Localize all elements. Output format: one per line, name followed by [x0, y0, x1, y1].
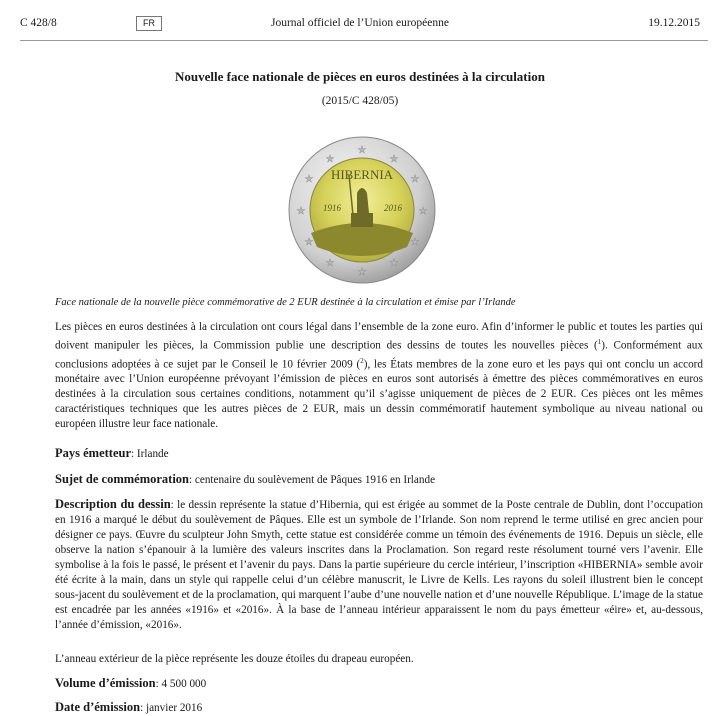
star-icon: ★ — [389, 258, 399, 269]
star-icon: ★ — [325, 258, 335, 269]
star-icon: ★ — [410, 237, 420, 248]
intro-text-2: ). Conformément aux conclusions adoptées à ce sujet par le Conseil le 10 février 2009 ( — [55, 339, 703, 371]
publication-date: 19.12.2015 — [648, 17, 700, 29]
star-icon: ★ — [325, 154, 335, 165]
coin-image — [287, 135, 437, 285]
star-icon: ★ — [296, 206, 306, 217]
field-value: : Irlande — [131, 448, 169, 460]
field-label: Volume d’émission — [55, 676, 156, 690]
coin-caption: Face nationale de la nouvelle pièce commémorative de 2 EUR destinée à la circulation et émise par l’Irlande — [55, 297, 516, 308]
star-icon: ★ — [357, 267, 367, 278]
intro-paragraph — [55, 320, 703, 432]
star-icon: ★ — [389, 154, 399, 165]
field-issue-volume — [55, 676, 703, 692]
star-icon: ★ — [418, 206, 428, 217]
field-value: : janvier 2016 — [140, 702, 203, 714]
field-value: : centenaire du soulèvement de Pâques 1916 en Irlande — [189, 474, 436, 486]
header-divider — [20, 40, 708, 41]
document-title: Nouvelle face nationale de pièces en euros destinées à la circulation — [175, 69, 545, 84]
star-icon: ★ — [304, 237, 314, 248]
field-label: Sujet de commémoration — [55, 472, 189, 486]
document-reference: (2015/C 428/05) — [321, 95, 399, 107]
field-design-description — [55, 497, 703, 633]
star-icon: ★ — [410, 174, 420, 185]
page-reference: C 428/8 — [20, 17, 57, 29]
language-badge: FR — [136, 16, 162, 31]
field-issue-date — [55, 700, 703, 716]
coin-year-left: 1916 — [323, 203, 341, 213]
coin-inscription: HIBERNIA — [330, 167, 394, 182]
field-issuing-country — [55, 446, 703, 462]
footnote-ref-2[interactable]: 2 — [360, 356, 364, 365]
field-subject — [55, 472, 703, 488]
footnote-ref-1[interactable]: 1 — [597, 338, 602, 346]
coin-pedestal — [351, 213, 373, 227]
page-header — [20, 16, 700, 34]
field-value: : le dessin représente la statue d’Hibernia, qui est érigée au sommet de la Poste centrale de Dublin, dont l’occupation en 1916 a marqué le début du soulèvement de Pâques. Elle est un symbole de l’Irlande. Son nom reprend le terme utilisé en grec ancien pour désigner ce pays. Œuvre du sculpteur John Smyth, cette statue est considérée comme un témoin des événements de 1916. Depuis un siècle, elle observe la nation s’épanouir à la lumière des valeurs inscrites dans la Proclamation. Son regard reste résolument tourné vers l’avenir. Elle symbolise à la fois le passé, le présent et l’avenir du pays. Dans la partie supérieure du cercle intérieur, l’inscription «HIBERNIA» semble avoir été écrite à la main, dans un style qui rappelle celui d’un célèbre manuscrit, le Livre de Kells. Les rayons du soleil illustrent bien le concept sous-jacent du soulèvement et de la proclamation, qui marquent l’aube d’une nouvelle nation et d’une nouvelle République. L’image de la statue est encadrée par les années «1916» et «2016». À la base de l’anneau intérieur apparaissent le nom du pays émetteur «éire» et, au-dessous, l’année d’émission, «2016». — [55, 499, 703, 631]
field-label: Description du dessin — [55, 497, 171, 511]
journal-title: Journal officiel de l’Union européenne — [271, 17, 449, 29]
coin-year-right: 2016 — [384, 203, 402, 213]
intro-text-1: Les pièces en euros destinées à la circulation ont cours légal dans l’ensemble de la zone euro. Afin d’informer le public et toutes les parties qui doivent manipuler les pièces, la Commission publie une description des dessins de toutes les nouvelles pièces ( — [55, 321, 703, 352]
outer-ring-description: L’anneau extérieur de la pièce représente les douze étoiles du drapeau européen. — [55, 653, 414, 665]
star-icon: ★ — [357, 145, 367, 156]
field-value: : 4 500 000 — [155, 678, 207, 690]
field-label: Date d’émission — [55, 700, 141, 714]
star-icon: ★ — [304, 174, 314, 185]
intro-text-3: ), les États membres de la zone euro et les pays qui ont conclu un accord monétaire avec l’Union européenne prévoyant l’émission de pièces en euros sont autorisés à émettre des pièces commémoratives en euros destinées à la circulation sous certaines conditions, notamment qu’il s’agisse uniquement de pièces de 2 EUR. Ces pièces ont les mêmes caractéristiques techniques que les autres pièces de 2 EUR, mais un dessin commémoratif hautement symbolique au niveau national ou européen illustre leur face nationale. — [55, 358, 703, 431]
field-label: Pays émetteur — [55, 446, 132, 460]
